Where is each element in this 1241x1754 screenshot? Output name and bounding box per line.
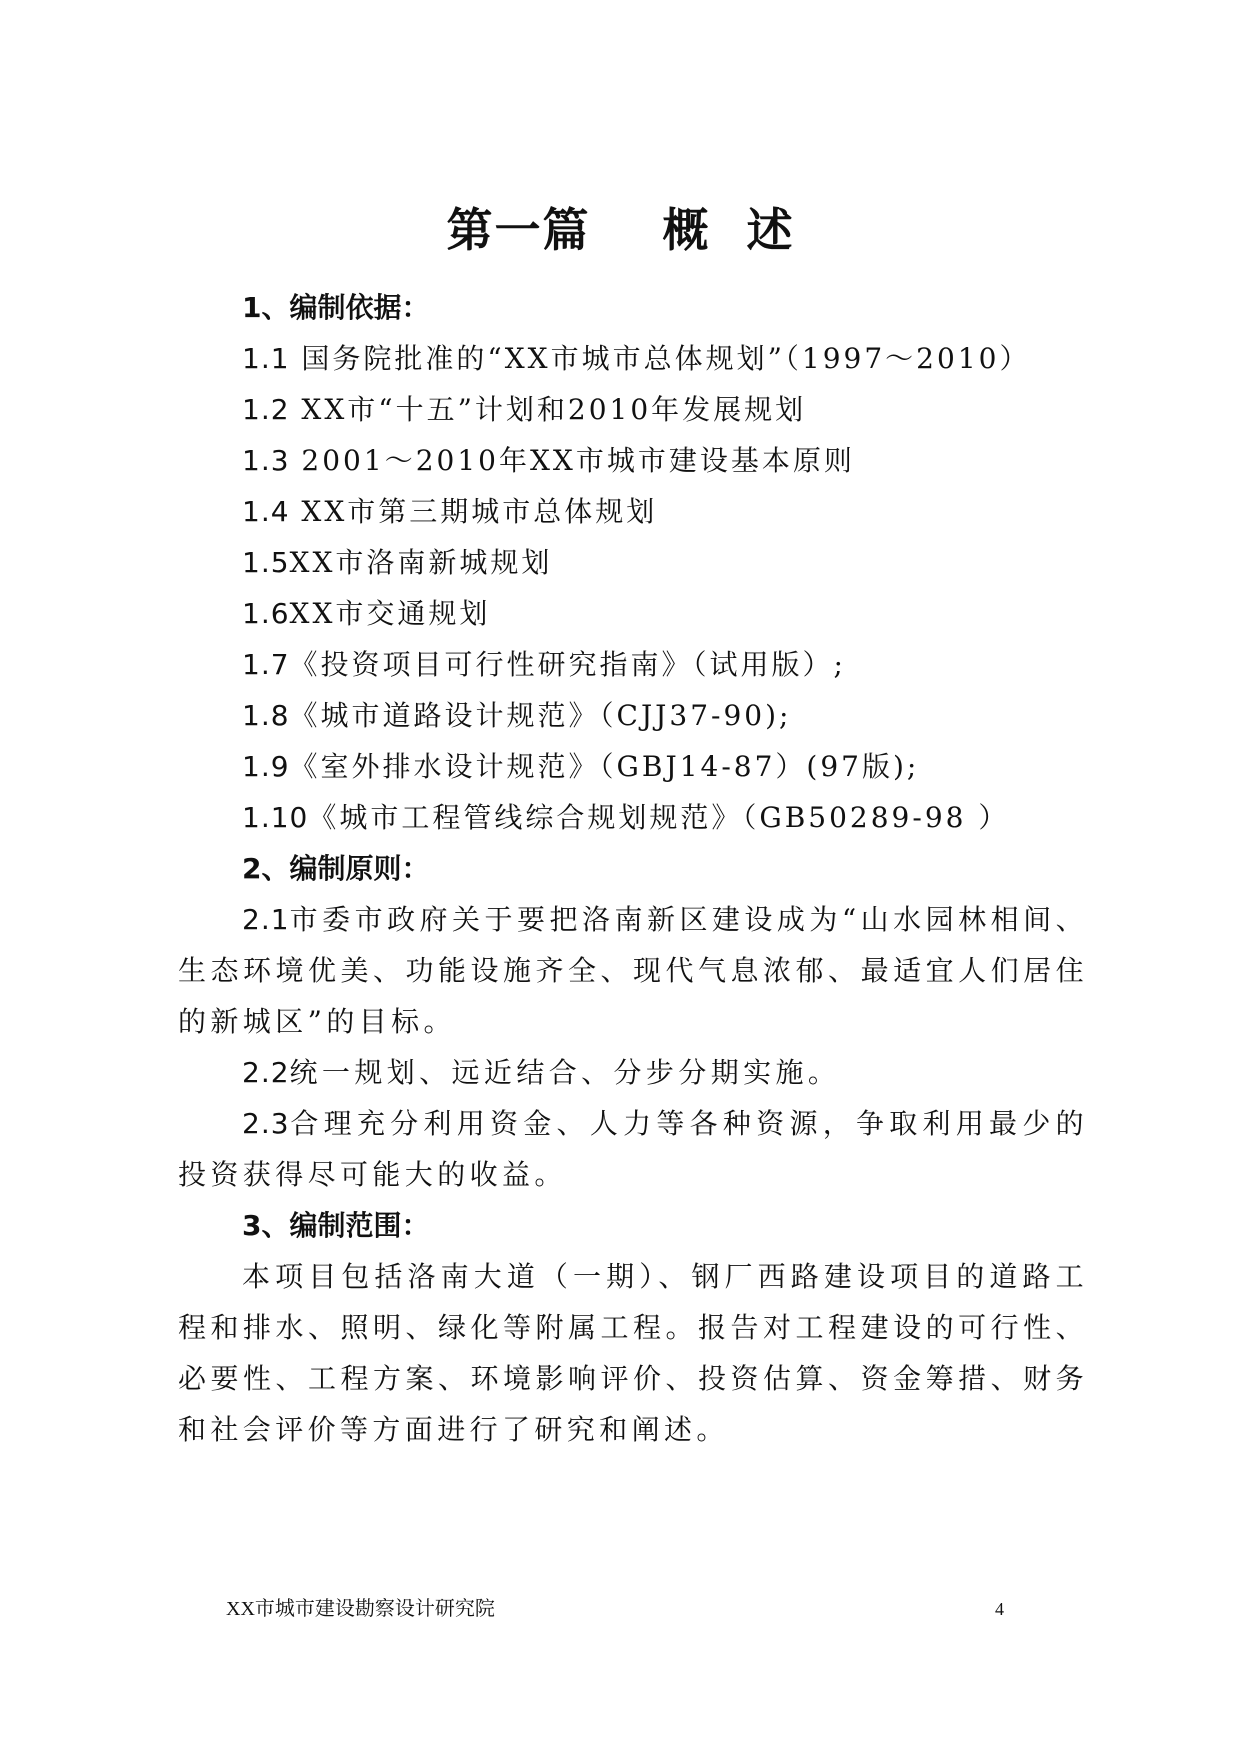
item-text: XX市“十五”计划和2010年发展规划 xyxy=(289,393,807,426)
item-text: 市委市政府关于要把洛南新区建设成为“山水园林相间、生态环境优美、功能设施齐全、现代气息浓郁、最适宜人们居住的新城区”的目标。 xyxy=(178,903,1088,1038)
item-number: 1.9 xyxy=(242,750,290,783)
basis-item-10 xyxy=(178,792,1088,843)
page-title: 第一篇 概 述 xyxy=(446,203,795,257)
basis-item-5 xyxy=(178,537,1088,588)
item-text: 《城市道路设计规范》（CJJ37-90); xyxy=(289,699,792,732)
footer-organization: XX市城市建设勘察设计研究院 xyxy=(226,1598,495,1620)
item-text: 《投资项目可行性研究指南》（试用版）; xyxy=(289,648,846,681)
item-number: 2.1 xyxy=(242,903,290,936)
basis-item-7 xyxy=(178,639,1088,690)
principle-item-3 xyxy=(178,1098,1088,1200)
page-number: 4 xyxy=(995,1599,1004,1619)
basis-item-2 xyxy=(178,384,1088,435)
item-number: 1.7 xyxy=(242,648,290,681)
item-number: 1.5 xyxy=(242,546,290,579)
item-text: 2001～2010年XX市城市建设基本原则 xyxy=(289,444,855,477)
item-number: 1.4 xyxy=(242,495,290,528)
scope-paragraph: 本项目包括洛南大道（一期）、钢厂西路建设项目的道路工程和排水、照明、绿化等附属工程。报告对工程建设的可行性、必要性、工程方案、环境影响评价、投资估算、资金筹措、财务和社会评价等方面进行了研究和阐述。 xyxy=(178,1260,1088,1446)
item-text: 合理充分利用资金、人力等各种资源，争取利用最少的投资获得尽可能大的收益。 xyxy=(178,1107,1088,1191)
item-number: 2.3 xyxy=(242,1107,290,1140)
item-number: 2.2 xyxy=(242,1056,290,1089)
item-text: 国务院批准的“XX市城市总体规划”（1997～2010） xyxy=(289,342,1031,375)
item-number: 1.1 xyxy=(242,342,290,375)
basis-item-9 xyxy=(178,741,1088,792)
basis-item-4 xyxy=(178,486,1088,537)
item-text: 统一规划、远近结合、分步分期实施。 xyxy=(289,1056,841,1089)
basis-item-3 xyxy=(178,435,1088,486)
item-text: 《城市工程管线综合规划规范》（GB50289-98 ） xyxy=(308,801,1010,834)
basis-item-1 xyxy=(178,333,1088,384)
principle-item-1 xyxy=(178,894,1088,1047)
principle-item-2 xyxy=(178,1047,1088,1098)
basis-item-6 xyxy=(178,588,1088,639)
item-number: 1.6 xyxy=(242,597,290,630)
item-number: 1.8 xyxy=(242,699,290,732)
section-heading-scope: 3、编制范围： xyxy=(242,1209,430,1242)
item-text: 《室外排水设计规范》（GBJ14-87）(97版); xyxy=(289,750,920,783)
item-number: 1.10 xyxy=(242,801,309,834)
item-number: 1.3 xyxy=(242,444,290,477)
document-body xyxy=(178,282,1088,1455)
section-heading-principles: 2、编制原则： xyxy=(242,852,430,885)
basis-item-8 xyxy=(178,690,1088,741)
section-heading-basis: 1、编制依据： xyxy=(242,291,430,324)
item-text: XX市第三期城市总体规划 xyxy=(289,495,658,528)
item-text: XX市洛南新城规划 xyxy=(289,546,553,579)
item-text: XX市交通规划 xyxy=(289,597,491,630)
item-number: 1.2 xyxy=(242,393,290,426)
